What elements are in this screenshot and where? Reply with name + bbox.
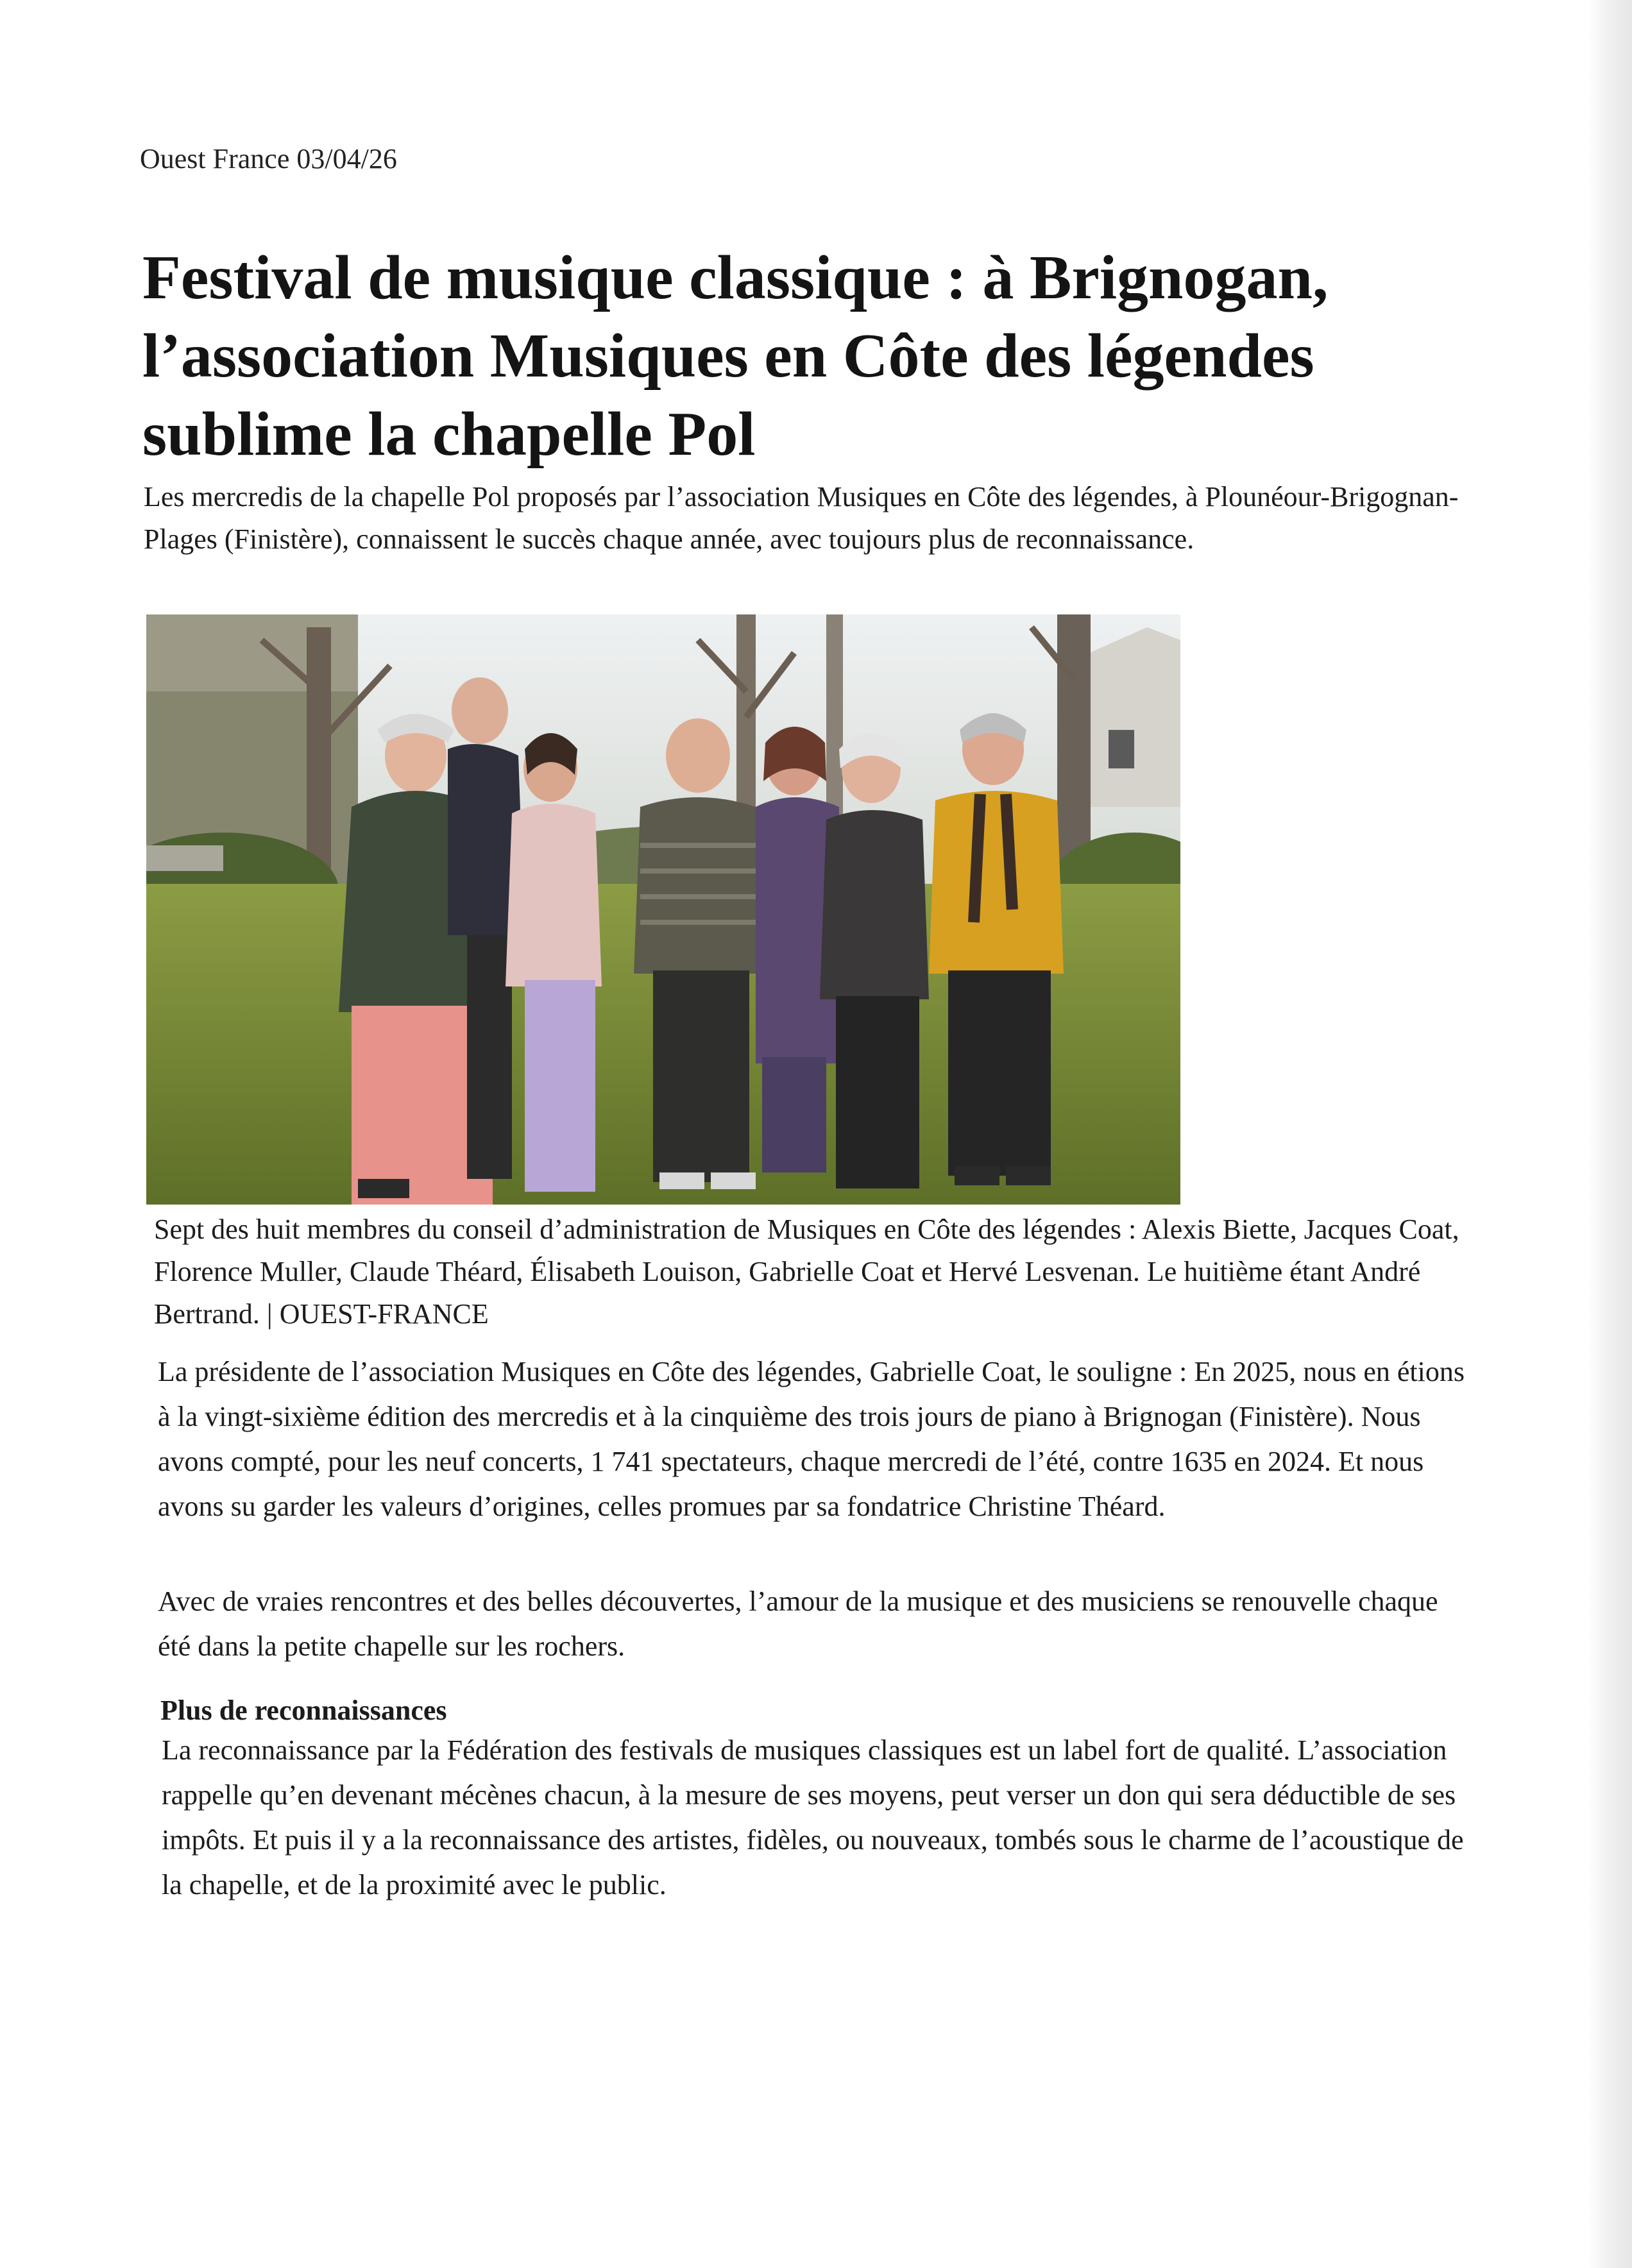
group-photo-illustration — [146, 614, 1180, 1205]
page-edge-shadow — [1587, 0, 1632, 2268]
article-headline: Festival de musique classique : à Brignogan, l’association Musiques en Côte des légendes sublime la chapelle Pol — [142, 243, 1329, 469]
group-photo — [146, 614, 1180, 1205]
article-lede: Les mercredis de la chapelle Pol proposés par l’association Musiques en Côte des légendes, à Plounéour-Brigognan-Plages (Finistère), connaissent le succès chaque année, avec toujours plus de reconnaissance. — [144, 481, 1459, 555]
article-subheading: Plus de reconnaissances — [160, 1695, 447, 1726]
article-paragraph-2: Avec de vraies rencontres et des belles découvertes, l’amour de la musique et des musiciens se renouvelle chaque été dans la petite chapelle sur les rochers. — [158, 1586, 1438, 1662]
article-paragraph-3: La reconnaissance par la Fédération des festivals de musiques classiques est un label fort de qualité. L’association rappelle qu’en devenant mécènes chacun, à la mesure de ses moyens, peut verser un don qui sera déductible de ses impôts. Et puis il y a la reconnaissance des artistes, fidèles, ou nouveaux, tombés sous le charme de l’acoustique de la chapelle, et de la proximité avec le public. — [162, 1734, 1464, 1900]
article-paragraph-1: La présidente de l’association Musiques en Côte des légendes, Gabrielle Coat, le souligne : En 2025, nous en étions à la vingt-sixième édition des mercredis et à la cinquième des trois jours de piano à Brignogan (Finistère). Nous avons compté, pour les neuf concerts, 1 741 spectateurs, chaque mercredi de l’été, contre 1635 en 2024. Et nous avons su garder les valeurs d’origines, celles promues par sa fondatrice Christine Théard. — [158, 1356, 1465, 1522]
photo-caption: Sept des huit membres du conseil d’administration de Musiques en Côte des légendes : Alexis Biette, Jacques Coat, Florence Muller, Claude Théard, Élisabeth Louison, Gabrielle Coat et Hervé Lesvenan. Le huitième étant André Bertrand. | OUEST-FRANCE — [154, 1214, 1459, 1330]
source-line: Ouest France 03/04/26 — [140, 143, 397, 174]
